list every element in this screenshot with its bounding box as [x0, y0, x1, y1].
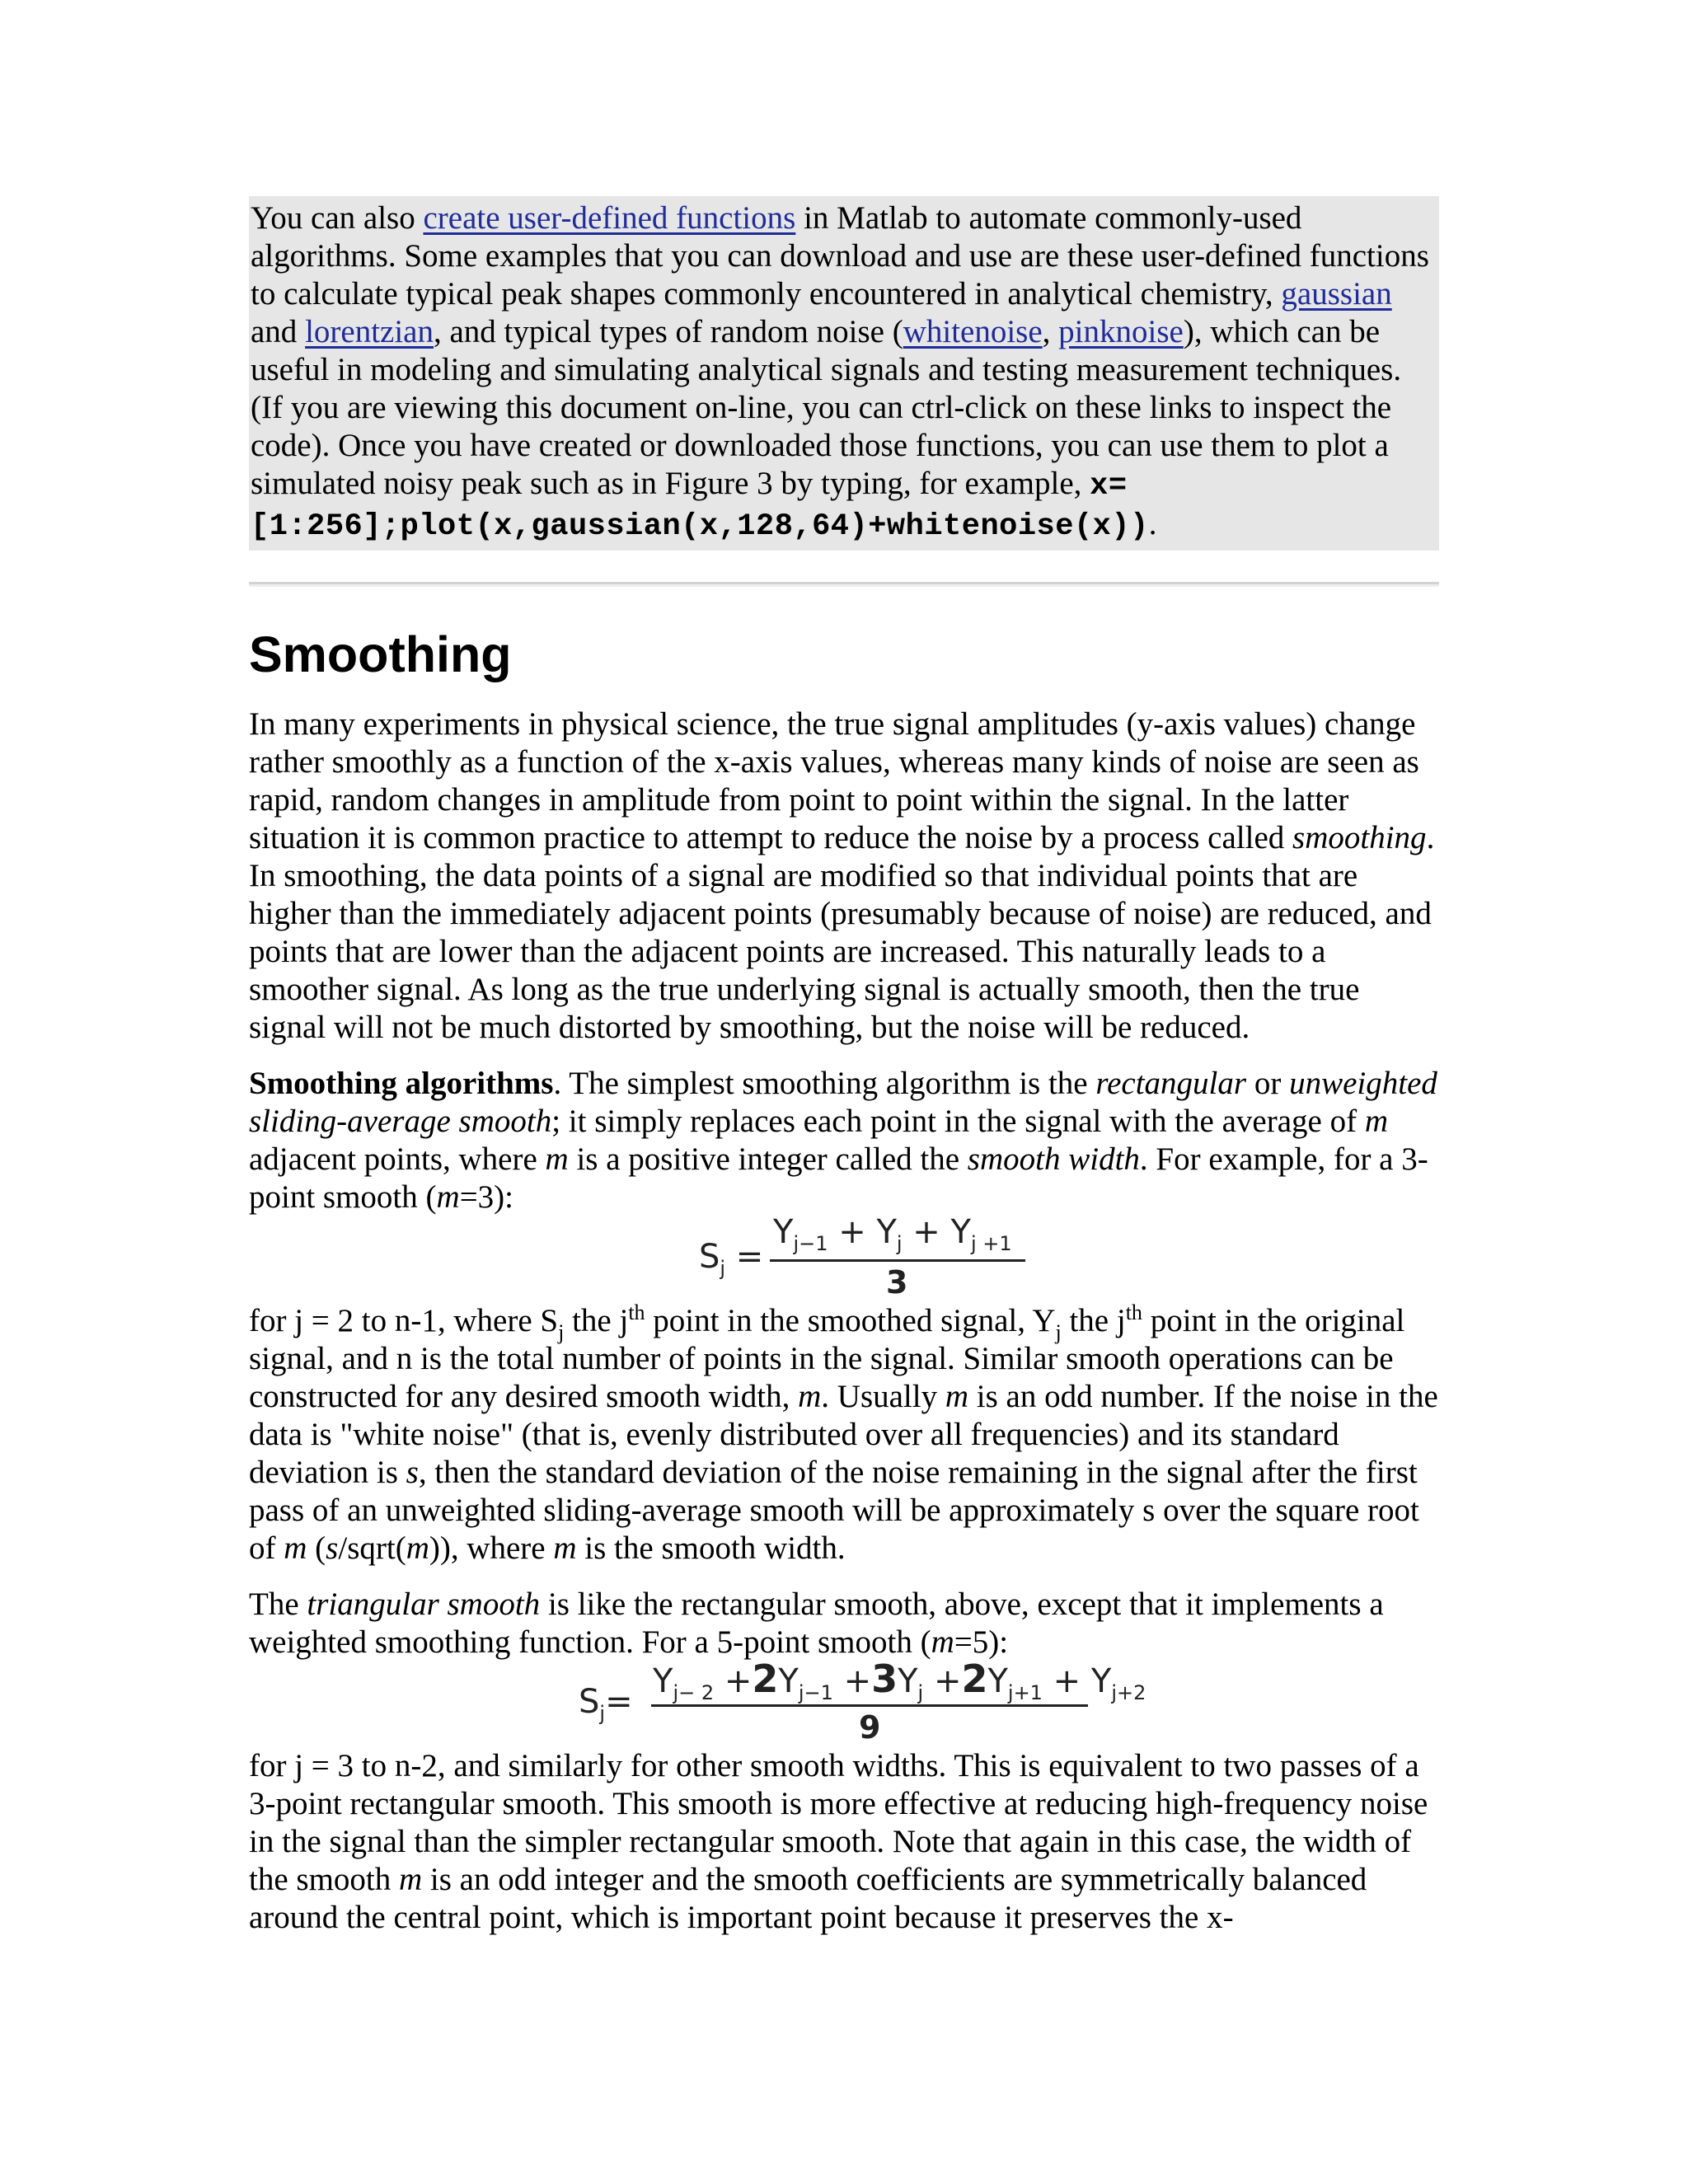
symbol: Y: [987, 1662, 1008, 1700]
text-run: , and typical types of random noise (: [434, 314, 903, 349]
document-content: [249, 196, 1439, 1937]
text-run: the j: [1061, 1303, 1126, 1338]
text-run: ; it simply replaces each point in the signal with the average of: [551, 1104, 1365, 1139]
text-run: . In smoothing, the data points of a signal are modified so that individual points that are higher than the immediately adjacent points (presumably because of noise) are reduced, and points that are lower than the adjacent points are increased. This naturally leads to a smoother signal. As long as the true underlying signal is actually smooth, then the true signal will not be much distorted by smoothing, but the noise will be reduced.: [249, 820, 1435, 1045]
text-run: In many experiments in physical science, the true signal amplitudes (y-axis values) change rather smoothly as a function of the x-axis values, whereas many kinds of noise are seen as rapid, random changes in amplitude from point to point within the signal. In the latter situation it is common practice to attempt to reduce the noise by a process called: [249, 706, 1419, 855]
section-divider: [249, 582, 1439, 587]
text-run: for j = 3 to n-2, and similarly for other smooth widths. This is equivalent to two passes of a 3-point rectangular smooth. This smooth is more effective at reducing high-frequency noise in the signal than the simpler rectangular smooth. Note that again in this case, the width of the smooth: [249, 1748, 1428, 1897]
symbol: Y: [898, 1662, 918, 1700]
subscript: j+2: [1111, 1681, 1146, 1704]
subscript: j+1: [1007, 1681, 1043, 1704]
text-run: .: [1148, 506, 1157, 541]
link-pinknoise[interactable]: pinknoise: [1058, 314, 1184, 349]
rectangular-smooth-explanation: [249, 1302, 1439, 1568]
equation-body: [579, 1657, 1370, 1747]
emphasis: m: [284, 1530, 307, 1566]
equation-triangular-smooth: [249, 1657, 1439, 1747]
emphasis: rectangular: [1095, 1066, 1247, 1101]
subscript: j: [720, 1257, 726, 1280]
text-run: You can also: [251, 200, 424, 236]
subscript: j: [917, 1681, 924, 1704]
text-run: =5):: [954, 1624, 1009, 1660]
fraction-bar: [651, 1704, 1088, 1707]
subscript: j: [558, 1320, 565, 1344]
emphasis: m: [798, 1379, 822, 1414]
intro-paragraph: [251, 199, 1437, 546]
equation-numerator: [773, 1213, 1012, 1255]
text-run: is an odd number. If the noise in the data is "white noise" (that is, evenly distributed over all frequencies) and its standard deviation is: [249, 1379, 1438, 1490]
link-whitenoise[interactable]: whitenoise: [903, 314, 1043, 349]
operator: +: [1053, 1662, 1081, 1700]
link-create-user-defined-functions[interactable]: create user-defined functions: [423, 200, 796, 236]
emphasis: s: [406, 1455, 419, 1490]
text-run: The: [249, 1586, 307, 1622]
subscript: j: [1055, 1320, 1062, 1344]
operator: +: [843, 1662, 872, 1700]
subscript: j− 2: [673, 1681, 715, 1704]
emphasis: unweighted sliding-average smooth: [249, 1066, 1437, 1139]
emphasis: triangular smooth: [307, 1586, 541, 1622]
symbol: S: [699, 1238, 720, 1276]
emphasis: m: [1364, 1104, 1389, 1139]
text-run: , then the standard deviation of the noise remaining in the signal after the first pass of an unweighted sliding-average smooth will be approximately s over the square root of: [249, 1455, 1419, 1566]
text-run: . The simplest smoothing algorithm is the: [553, 1066, 1096, 1101]
text-run: in Matlab to automate commonly-used algorithms. Some examples that you can download and use are these user-defined functions to calculate typical peak shapes commonly encountered in analytical chemistry,: [251, 200, 1429, 312]
coefficient: 2: [752, 1657, 779, 1701]
text-run: and: [251, 314, 306, 349]
emphasis: smoothing: [1292, 820, 1427, 855]
equation-body: [699, 1213, 1243, 1302]
subscript: j−1: [793, 1232, 828, 1255]
text-run: point in the original signal, and n is the total number of points in the signal. Similar smooth operations can be constructed for any desired smooth width,: [249, 1303, 1405, 1414]
subscript: j: [896, 1232, 903, 1255]
matlab-command: x=[1:256];plot(x,gaussian(x,128,64)+whitenoise(x)): [251, 469, 1149, 544]
emphasis: m: [945, 1379, 969, 1414]
equals-sign: =: [605, 1683, 633, 1721]
equation-rectangular-smooth: [249, 1213, 1439, 1302]
text-run: . Usually: [821, 1379, 945, 1414]
symbol: Y: [876, 1213, 897, 1251]
operator: +: [724, 1662, 753, 1700]
emphasis: m: [553, 1530, 577, 1566]
section-heading: Smoothing: [249, 626, 512, 682]
run-in-heading: Smoothing algorithms: [249, 1066, 554, 1101]
text-run: ), which can be useful in modeling and simulating analytical signals and testing measurement techniques. (If you are viewing this document on-line, you can ctrl-click on these links to inspect the code). Once you have created or downloaded those functions, you can use them to plot a simulated noisy peak such as in Figure 3 by typing, for example,: [251, 314, 1402, 501]
text-run: point in the smoothed signal, Y: [645, 1303, 1056, 1338]
superscript: th: [1125, 1301, 1142, 1324]
emphasis: m: [931, 1624, 954, 1660]
subscript: j−1: [798, 1681, 833, 1704]
equation-numerator: [653, 1657, 1146, 1704]
text-run: is an odd integer and the smooth coefficients are symmetrically balanced around the central point, which is important point because it preserves the x-: [249, 1862, 1367, 1935]
text-run: =3):: [459, 1179, 514, 1215]
text-run: /sqrt(: [338, 1530, 406, 1566]
smoothing-algorithms-paragraph: [249, 1065, 1439, 1216]
text-run: the j: [564, 1303, 629, 1338]
text-run: (: [307, 1530, 326, 1566]
symbol: S: [579, 1683, 600, 1721]
subscript: j: [599, 1702, 606, 1725]
text-run: for j = 2 to n-1, where S: [249, 1303, 559, 1338]
text-run: )), where: [429, 1530, 554, 1566]
equation-lhs: [699, 1238, 763, 1280]
emphasis: m: [545, 1141, 569, 1177]
coefficient: 2: [961, 1657, 988, 1701]
text-run: or: [1246, 1066, 1290, 1101]
triangular-smooth-explanation: [249, 1747, 1439, 1937]
equation-denominator: 9: [859, 1709, 881, 1746]
operator: +: [912, 1213, 940, 1251]
emphasis: s: [326, 1530, 339, 1566]
text-run: adjacent points, where: [249, 1141, 546, 1177]
superscript: th: [628, 1301, 645, 1324]
link-lorentzian[interactable]: lorentzian: [305, 314, 434, 349]
subscript: j +1: [970, 1232, 1012, 1255]
emphasis: m: [406, 1530, 429, 1566]
coefficient: 3: [871, 1657, 898, 1701]
matlab-functions-note: [249, 196, 1439, 551]
text-run: is a positive integer called the: [568, 1141, 968, 1177]
symbol: Y: [950, 1213, 971, 1251]
text-run: ,: [1042, 314, 1059, 349]
link-gaussian[interactable]: gaussian: [1281, 276, 1392, 312]
emphasis: m: [399, 1862, 423, 1897]
text-run: . For example, for a 3-point smooth (: [249, 1141, 1428, 1215]
operator: +: [933, 1662, 962, 1700]
operator: +: [838, 1213, 866, 1251]
equals-sign: =: [735, 1238, 764, 1276]
smoothing-intro-paragraph: [249, 705, 1439, 1047]
symbol: Y: [778, 1662, 799, 1700]
emphasis: smooth width: [967, 1141, 1140, 1177]
symbol: Y: [773, 1213, 794, 1251]
triangular-smooth-paragraph: [249, 1586, 1439, 1661]
fraction-bar: [770, 1259, 1025, 1262]
text-run: is like the rectangular smooth, above, except that it implements a weighted smoothing function. For a 5-point smooth (: [249, 1586, 1384, 1660]
equation-denominator: 3: [886, 1264, 908, 1301]
symbol: Y: [653, 1662, 673, 1700]
text-run: is the smooth width.: [576, 1530, 846, 1566]
equation-lhs: [579, 1683, 633, 1725]
emphasis: m: [436, 1179, 460, 1215]
symbol: Y: [1090, 1662, 1112, 1700]
